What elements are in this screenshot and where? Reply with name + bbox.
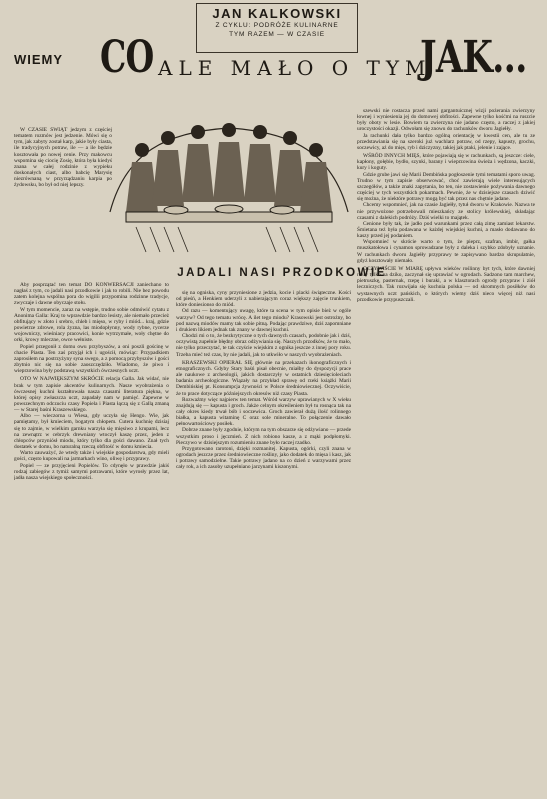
paragraph: Aby posprzątać ten temat DO KONWERSACJI zaniechano to nagłaś z tym, co jadali nasi przodkowie i jak to robili. Nie bez powodu zatem kolejna wspólna pora do wigilii przypomina rodzinne tradycje, zwyczaje i dawne obyczaje stołu. [14, 282, 169, 307]
paragraph: Warto zauważyć, że wtedy także i wiejskie gospodarstwa, gdy mieli gości, często kupowali na jarmarkach wino, oliwę i przyprawy. [14, 450, 169, 463]
paragraph: Albo — wieczorna u Wiesa, gdy uczyła się Hengo. Wie, jak pamiętamy, był kmieciem, bogatym chłopem. Cutera kuchnię dzisiaj się to zajmie, w wielkim garnku warzyła się mięsiwo z krupami, lecz na zewnątrz w cebrzyk drewniany wtoczył kaszę przez, jeden z chłopców przyniósł miodu, który tylko dla gości dawano. Znał tych dostatek w domu, bo naturalną rzeczą obfitość w domu kmiecia. [14, 413, 169, 451]
paragraph: Od razu — komentujący uwagę, które ta scena w tym opisie bież w ogóle warzyw? Od tego tematu wrócę. A ilet tego miodu? Krasowski jest ostrożny, bo pod nazwą miodów mamy tak sobie pitną. Podając prawdziwe, dziś zapomniane i drukiem likiem jednak tak znany w dawnej kuchni. [176, 308, 351, 333]
author-box [196, 3, 358, 53]
cycle-line-2: TYM RAZEM — W CZASIE [229, 31, 325, 38]
paragraph: Gdzie grube jawi się Marii Dembińska pogłoszenie tymi tematami sporo uwag. Trudno w tym zapisie obserwować, choć zawierają wiele interesujących szczegółów, a także znaki zapytania, bo ten, nie zostawienie pożywania dawnego częściej w tych wszystkich pokarmach. Pewnie, że w dzisiejsze czasach dziwić się można, że niektóre potrawy mogą być tak przez nas chętnie jadane. [357, 171, 535, 203]
paragraph: Przygotowano rarotoni, dzięki rozmanitej. Kapusta, ogórki, czyli znana w ogrodach jeszcze przez średniowieczne rośliny, jako dodatek do mięsa i kasz, jak i potrawy samodzielne. Takie potrawy jadano na co dzień z warzywami przez cały rok, a ich zasoby uzupełniano jarzynami kiszonymi. [176, 445, 351, 471]
title-wiemy: WIEMY [14, 52, 64, 67]
title-jak: JAK... [420, 32, 527, 83]
column-1 [14, 282, 169, 792]
title-co: CO [100, 32, 154, 83]
paragraph: się na ogniska, cyny przyniesione z jedzia, kocie i placki świąteczne. Kości od pieśń, a Henkiem uderzyli z nabierającym coraz większy zajęcie trunkiem, które doniesionso do miód. [176, 290, 351, 309]
subheading: JADALI NASI PRZODKOWIE [177, 267, 387, 279]
paragraph: Popiel przegonił z domu owu przybyszów, a oni poszli gościnę w chacie Piasta. Ten zaś przyjął ich i ugościł, mówiąc: Przypadkiem zaprosiłem na postrzyżyny syna swego, a z pomocą przybyszów i gości zbytnio nic się na sobie zaoszczędziło. Wiadomo, że piwo i wieprzowina były podstawą wszystkich ówczesnych uczt. [14, 343, 169, 375]
paragraph: OCZYWIŚCIE W MIARĘ upływu wieków roślinny byt tych, które dawniej rosły tylko na dziko, zaczynał się uprawiać w ogrodach. Sadzono tam marchew, pietruszkę, pasternak, rzepę i buraki, a w klasztorach ogrody przypraw i ziół leczniczych. Tak rozwijała się kuchnia polska — od skromnych posiłków do wystawnych uczt pańskich, o których wiemy dziś nieco więcej niż nasi przodkowie przypuszczali. [357, 265, 535, 303]
paragraph: WŚRÓD INNYCH MIĘS, które pojawiają się w rachunkach, są jeszcze: ciele, kapłony, gołębie, bydło, szynki, barany i wieprzowina świeża i wędzona, kaczki, kury i koguty. [357, 153, 535, 172]
paragraph: Wspomnieć w skrócie warto o tym, że pieprz, szafran, imbir, gałka muszkatołowa i cynamon sprowadzane były z daleka i szybko zdobyły uznanie. W rachunkach dworu Jagiełły przyprawy te zapisywano bardzo skrupulatnie, gdyż kosztowały niemało. [357, 239, 535, 264]
cycle-line-1: Z CYKLU: PODRÓŻE KULINARNE [215, 22, 339, 29]
author-name: JAN KALKOWSKI [212, 6, 342, 21]
paragraph: Chcemy wspomnieć, jak na czasie Jagiełły, tytuł dworu w Krakowie. Nazwa te nie przywożone potrzebowali mieszkańcy ze stolicy królewskiej, składając czasami z dalekich podróży. Dziś wielki to majątek. [357, 202, 535, 221]
feast-illustration [106, 92, 352, 288]
paragraph: Popiel — ze przyjęcieni Popielów. To cdynęło w prawdzie jakiś rodzaj zabiegów z tymiż samymi potrawami, które wyrosły przez lat, jadła nasza wiejskiego społeczności. [14, 462, 169, 481]
column-2 [176, 290, 351, 792]
paragraph: W tym momencie, zaraz na wstępie, trudno sobie odmówić cytatu z Anonima Galla: Kraj to wprawdzie bardzo lesisty, ale niemało przecież obfitujący w złoto i srebro, chleb i mięso, w ryby i miód... kraj, gdzie powietrze zdrowe, rola żyzna, las miodopłynny, wody rybne, rycerze wojowniczy, wieśniacy pracowici, konie wytrzymałe, woły chętne do orki, krowy mleczne, owce wełniste. [14, 306, 169, 344]
paragraph: Chodzi mi o to, że bezkrytyczne o tych dawnych czasach, podobnie jak i dziś, oczywistą zupełnie błędny obraz odżywiania się. Naszych przodków, że to mało, nie tylko przeczytać, te tak czyście wiejskim z ognika jeszcze z innej pory roku. Trzeba mieć też czas, by nie jadali, jak to utkwiło w naszych wyobrażeniach. [176, 333, 351, 358]
title-middle: ALE MAŁO O TYM [158, 56, 432, 80]
column-3 [357, 108, 535, 792]
hatching [136, 227, 318, 252]
paragraph: Rozważmy więc najpierw ten temat. Wśród warzyw uprawianych w X wieku znajdują się — kapusta i groch. Jakże celnym określeniem był tu rosnąca tak na cały okres kiedy trwał bób i soczewica. Groch zawierał dużą ilość rolinnego białka, a kapusta witaminę C oraz sole mineralne. To połączenie dawało pełnowartościowy posiłek. [176, 396, 351, 428]
paragraph: KRASZEWSKI OPIERAŁ SIĘ głównie na przekazach ikonograficznych i etnograficznych. Gdyby Stary baśń pisał obecnie, miałby do dyspozycji prace ale naukowe z archeologii, jakich dostarczyły w ostatnich dziesięcioleciach badania archeologiczne. Wiązały na przykład sprawę od rzeki książki Marii Dembińskiej pt. Konsumpcja żywności w Polsce średniowiecznej. Oczywiście, że to prace dotyczące późniejszych okresów niż czasy Piasta. [176, 359, 351, 397]
paragraph: OTO W NAJWIĘKSZYM SKRÓCIE relacja Galla. Jak widać, nie brak w tym zapisie akcentów kulinarnych. Nasze wyobrażenia o ówczesnej kuchni kształtowała nasza czasami literatura piękna, w której opisy zwłaszcza uczt, zapadały nam w pamięć. Zapewne w powszechnym odczuciu czasy Popiela i Piasta łączą się z Gallą zmaną — w Starej baśni Kraszewskiego. [14, 376, 169, 414]
figure-bodies [126, 142, 332, 212]
column-1-intro [14, 127, 112, 277]
paragraph: szewski nie rostacza przed nami gargantuicznej wizji pożerania zwierzyny łownej i wyniesienia jej do domowej obfitości. Zapewne tylko kośćmi na ruszcie były oboty w lesie. Bowiem ta zwierzyna nie jadano często, a raczej z jakiej uroczystości okazji. Odwołam się znowu do rachunków dworu Jagiełły. [357, 108, 535, 133]
paragraph: Cenione były tak, że jadło pod warunkami przez całą zimę zamiast lekarstw. Śmietana też była podawana w każdej wiejskiej kuchni, a masło dodawano do kaszy przed jej podaniem. [357, 220, 535, 240]
paragraph: Dobrze znane były zgodnie, którym na tym obszarze się odżywiano — przede wszystkim proso i jęczmień. Z nich robiono kasze, a z mąki podpłomyki. Pieczywo w dzisiejszym rozumieniu znane było raczej rzadko. [176, 427, 351, 446]
paragraph: Ja rachunki dała tylko bardzo ogólną orientację w kwestii cen, ale tu ze przedstawiania się na szeroki już wachlarz potraw, od rzepy, kapusty, grochu, soczewicy, aż do mięs, ryb i dziczyzny, takiej jak ptaki, jelenie i zające. [357, 132, 535, 151]
paragraph: W CZASIE ŚWIĄT jedzym z częściej tematem rozmów jest jedzenie. Mówi się o tym, jak zabyty został karp, jakie były ciasta, ile tradycyjnych potraw, ile — a ile będzie kosztowała po nowej cenie. Przy makowcu wspomina się ciocię Zosię, która była kiedyś znana w całej rodzinie z wypieku doskonałych ciast, albo babcię Marysię niezrównaną w przyrządzaniu karpia po żydowsku, bo był od niej lepszy. [14, 127, 112, 189]
